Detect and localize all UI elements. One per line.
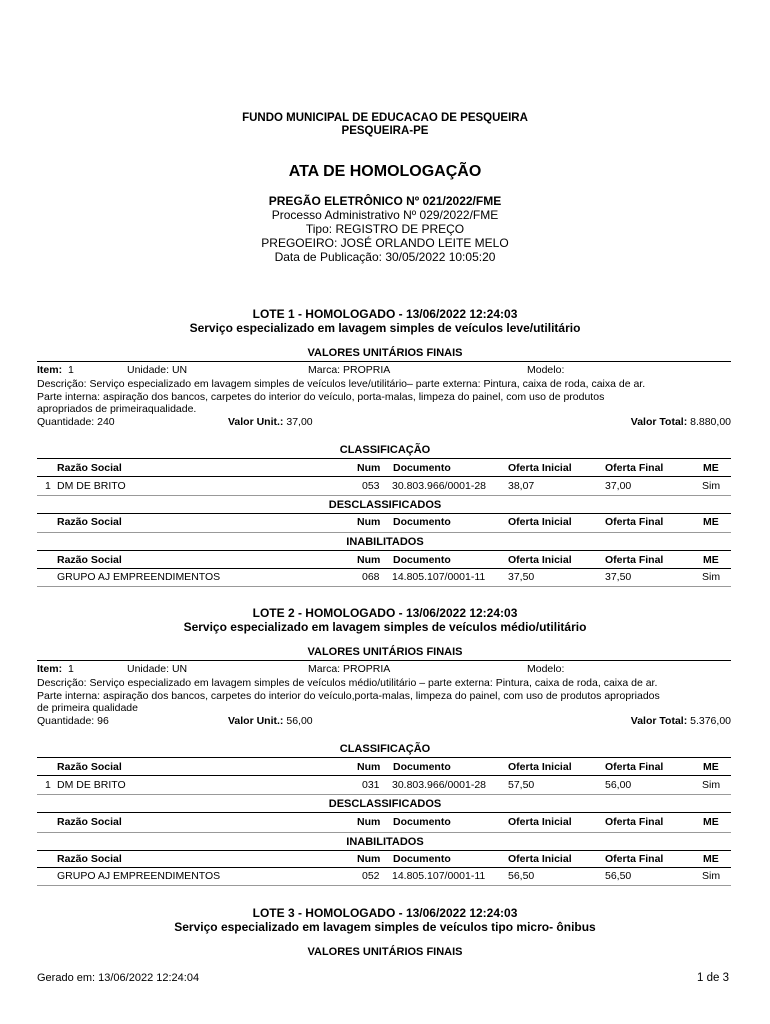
valor-total-label: Valor Total: <box>630 416 688 428</box>
divider <box>37 775 731 776</box>
pregao-number: PREGÃO ELETRÔNICO Nº 021/2022/FME <box>268 194 502 208</box>
lote-subtitle: Serviço especializado em lavagem simples de veículos leve/utilitário <box>189 321 581 335</box>
lote-subtitle: Serviço especializado em lavagem simples de veículos médio/utilitário <box>183 620 587 634</box>
inabilitados-heading: INABILITADOS <box>346 536 424 548</box>
tipo: Tipo: REGISTRO DE PREÇO <box>305 222 465 236</box>
col-num: Num <box>357 462 381 474</box>
valor-total <box>631 416 731 428</box>
item-description <box>37 378 731 416</box>
lote-subtitle: Serviço especializado em lavagem simples de veículos tipo micro- ônibus <box>174 920 596 934</box>
desclassificados-heading: DESCLASSIFICADOS <box>328 798 442 810</box>
item-number: 1 <box>68 364 74 376</box>
divider <box>37 757 731 758</box>
divider <box>37 885 731 886</box>
col-oferta-final: Oferta Final <box>605 554 664 566</box>
page-number: 1 de 3 <box>697 972 729 984</box>
row-num: 068 <box>362 571 380 583</box>
pregoeiro: PREGOEIRO: JOSÉ ORLANDO LEITE MELO <box>261 236 509 250</box>
row-razao: DM DE BRITO <box>57 480 126 492</box>
divider <box>37 458 731 459</box>
valor-total-label: Valor Total: <box>630 715 688 727</box>
divider <box>37 794 731 795</box>
divider <box>37 361 731 362</box>
item-number: 1 <box>68 663 74 675</box>
divider <box>37 586 731 587</box>
col-oferta-final: Oferta Final <box>605 816 664 828</box>
classificacao-heading: CLASSIFICAÇÃO <box>339 743 431 755</box>
divider <box>37 832 731 833</box>
divider <box>37 532 731 533</box>
col-razao: Razão Social <box>57 516 122 528</box>
valores-heading: VALORES UNITÁRIOS FINAIS <box>307 946 463 958</box>
col-documento: Documento <box>393 554 451 566</box>
unidade: Unidade: UN <box>127 364 188 376</box>
inabilitados-heading: INABILITADOS <box>346 836 424 848</box>
divider <box>37 660 731 661</box>
col-me: ME <box>703 816 719 828</box>
row-oferta-inicial: 56,50 <box>508 870 535 882</box>
desc-line: Parte interna: aspiração dos bancos, carpetes do interior do veículo,porta-malas, limpeza do painel, com uso de produtos apropriados <box>37 689 660 702</box>
valores-heading: VALORES UNITÁRIOS FINAIS <box>307 646 463 658</box>
desc-line: Descrição: Serviço especializado em lavagem simples de veículos leve/utilitário– parte externa: Pintura, caixa de roda, caixa de ar. <box>37 378 646 390</box>
valor-unit-value: 56,00 <box>286 715 313 727</box>
generated-timestamp: Gerado em: 13/06/2022 12:24:04 <box>37 972 200 984</box>
divider <box>37 812 731 813</box>
col-documento: Documento <box>393 853 451 865</box>
col-razao: Razão Social <box>57 853 122 865</box>
row-oferta-final: 37,00 <box>605 480 632 492</box>
marca: Marca: PROPRIA <box>308 663 391 675</box>
row-documento: 14.805.107/0001-11 <box>392 571 486 583</box>
col-oferta-inicial: Oferta Inicial <box>508 462 572 474</box>
row-me: Sim <box>702 571 721 583</box>
row-oferta-inicial: 38,07 <box>508 480 535 492</box>
col-me: ME <box>703 761 719 773</box>
valor-total-value: 8.880,00 <box>690 416 731 428</box>
col-oferta-inicial: Oferta Inicial <box>508 853 572 865</box>
col-num: Num <box>357 516 381 528</box>
desc-line: Descrição: Serviço especializado em lavagem simples de veículos médio/utilitário – parte externa: Pintura, caixa de roda, caixa de ar. <box>37 677 658 689</box>
quantidade: Quantidade: 240 <box>37 416 115 428</box>
valor-unit <box>228 416 313 428</box>
row-num: 053 <box>362 480 380 492</box>
divider <box>37 568 731 569</box>
row-razao: GRUPO AJ EMPREENDIMENTOS <box>57 571 221 583</box>
valor-unit <box>228 715 313 727</box>
row-num: 031 <box>362 779 380 791</box>
unidade: Unidade: UN <box>127 663 188 675</box>
divider <box>37 495 731 496</box>
col-documento: Documento <box>393 761 451 773</box>
row-position: 1 <box>45 480 51 492</box>
col-num: Num <box>357 761 381 773</box>
item-description <box>37 677 731 715</box>
col-documento: Documento <box>393 816 451 828</box>
data-publicacao: Data de Publicação: 30/05/2022 10:05:20 <box>274 250 496 264</box>
lote-title: LOTE 2 - HOMOLOGADO - 13/06/2022 12:24:03 <box>252 606 518 620</box>
row-documento: 14.805.107/0001-11 <box>392 870 486 882</box>
col-num: Num <box>357 816 381 828</box>
row-documento: 30.803.966/0001-28 <box>392 779 487 791</box>
col-num: Num <box>357 853 381 865</box>
valor-unit-value: 37,00 <box>286 416 313 428</box>
marca: Marca: PROPRIA <box>308 364 391 376</box>
col-oferta-final: Oferta Final <box>605 853 664 865</box>
valor-total <box>631 715 731 727</box>
row-oferta-final: 37,50 <box>605 571 632 583</box>
col-oferta-final: Oferta Final <box>605 462 664 474</box>
valor-total-value: 5.376,00 <box>690 715 731 727</box>
row-me: Sim <box>702 779 721 791</box>
col-oferta-final: Oferta Final <box>605 761 664 773</box>
col-razao: Razão Social <box>57 816 122 828</box>
col-oferta-inicial: Oferta Inicial <box>508 554 572 566</box>
col-oferta-final: Oferta Final <box>605 516 664 528</box>
row-num: 052 <box>362 870 380 882</box>
col-razao: Razão Social <box>57 761 122 773</box>
col-oferta-inicial: Oferta Inicial <box>508 516 572 528</box>
col-me: ME <box>703 554 719 566</box>
row-me: Sim <box>702 480 721 492</box>
col-me: ME <box>703 853 719 865</box>
col-me: ME <box>703 516 719 528</box>
row-documento: 30.803.966/0001-28 <box>392 480 487 492</box>
divider <box>37 476 731 477</box>
lote-title: LOTE 3 - HOMOLOGADO - 13/06/2022 12:24:03 <box>252 906 518 920</box>
document-title: ATA DE HOMOLOGAÇÃO <box>288 163 482 180</box>
row-oferta-inicial: 57,50 <box>508 779 535 791</box>
desc-line: apropriados de primeiraqualidade. <box>37 403 197 415</box>
col-oferta-inicial: Oferta Inicial <box>508 816 572 828</box>
valor-unit-label: Valor Unit.: <box>228 715 284 727</box>
desclassificados-heading: DESCLASSIFICADOS <box>328 499 442 511</box>
org-name: FUNDO MUNICIPAL DE EDUCACAO DE PESQUEIRA <box>242 112 528 124</box>
col-oferta-inicial: Oferta Inicial <box>508 761 572 773</box>
row-razao: GRUPO AJ EMPREENDIMENTOS <box>57 870 221 882</box>
item-label: Item: <box>37 364 63 376</box>
valores-heading: VALORES UNITÁRIOS FINAIS <box>307 347 463 359</box>
desc-line: de primeira qualidade <box>37 702 138 714</box>
divider <box>37 850 731 851</box>
desc-line: Parte interna: aspiração dos bancos, carpetes do interior do veículo, porta-malas, limpeza do painel, com uso de produtos <box>37 390 605 403</box>
row-oferta-final: 56,50 <box>605 870 632 882</box>
row-razao: DM DE BRITO <box>57 779 126 791</box>
col-documento: Documento <box>393 516 451 528</box>
col-me: ME <box>703 462 719 474</box>
row-oferta-final: 56,00 <box>605 779 632 791</box>
valor-unit-label: Valor Unit.: <box>228 416 284 428</box>
col-razao: Razão Social <box>57 554 122 566</box>
divider <box>37 513 731 514</box>
processo: Processo Administrativo Nº 029/2022/FME <box>271 208 499 222</box>
item-label: Item: <box>37 663 63 675</box>
col-documento: Documento <box>393 462 451 474</box>
modelo: Modelo: <box>527 364 565 376</box>
col-razao: Razão Social <box>57 462 122 474</box>
lote-title: LOTE 1 - HOMOLOGADO - 13/06/2022 12:24:03 <box>252 307 518 321</box>
row-position: 1 <box>45 779 51 791</box>
quantidade: Quantidade: 96 <box>37 715 109 727</box>
org-city: PESQUEIRA-PE <box>341 125 429 137</box>
row-me: Sim <box>702 870 721 882</box>
modelo: Modelo: <box>527 663 565 675</box>
divider <box>37 550 731 551</box>
row-oferta-inicial: 37,50 <box>508 571 535 583</box>
col-num: Num <box>357 554 381 566</box>
classificacao-heading: CLASSIFICAÇÃO <box>339 444 431 456</box>
divider <box>37 867 731 868</box>
